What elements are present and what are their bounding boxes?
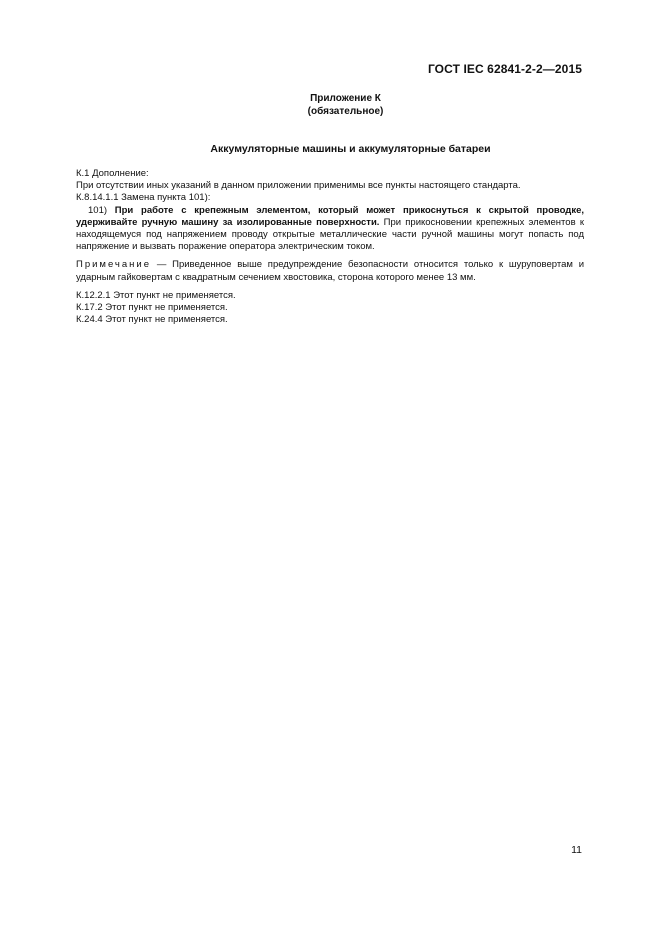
- k1-heading: К.1 Дополнение:: [76, 168, 149, 179]
- note-label: Примечание: [76, 259, 151, 271]
- annex-title: Приложение К: [310, 93, 381, 104]
- document-code: ГОСТ IEC 62841-2-2—2015: [427, 62, 582, 76]
- k8-heading: К.8.14.1.1 Замена пункта 101):: [76, 192, 211, 204]
- section-title-text: Аккумуляторные машины и аккумуляторные батареи: [210, 143, 491, 155]
- item-101: [76, 205, 584, 254]
- note-paragraph: [76, 259, 584, 283]
- clause-k12: К.12.2.1 Этот пункт не применяется.: [76, 289, 236, 301]
- item-101-number: 101): [88, 204, 108, 216]
- section-title: [0, 143, 661, 155]
- clause-k24: К.24.4 Этот пункт не применяется.: [76, 314, 228, 326]
- item-101-explanation: При прикосновении крепежных элементов к находящемуся под напряжением проводу открытые металлические части ручной машины могут попасть под напряжение и вызвать поражение оператора электрическим током.: [76, 216, 584, 253]
- document-body: [76, 168, 584, 326]
- k1-text: При отсутствии иных указаний в данном приложении применимы все пункты настоящего стандарта.: [76, 180, 521, 192]
- clause-k17: К.17.2 Этот пункт не применяется.: [76, 302, 228, 314]
- annex-heading: [0, 92, 661, 118]
- annex-status: (обязательное): [307, 106, 384, 117]
- note-text: — Приведенное выше предупреждение безопасности относится только к шуруповертам и ударным гайковертам с квадратным сечением хвостовика, сторона которого менее 13 мм.: [76, 259, 585, 283]
- item-101-warning: При работе с крепежным элементом, который может прикоснуться к скрытой проводке, удерживайте ручную машину за изолированные поверхности.: [76, 204, 584, 228]
- page-number: 11: [571, 844, 582, 856]
